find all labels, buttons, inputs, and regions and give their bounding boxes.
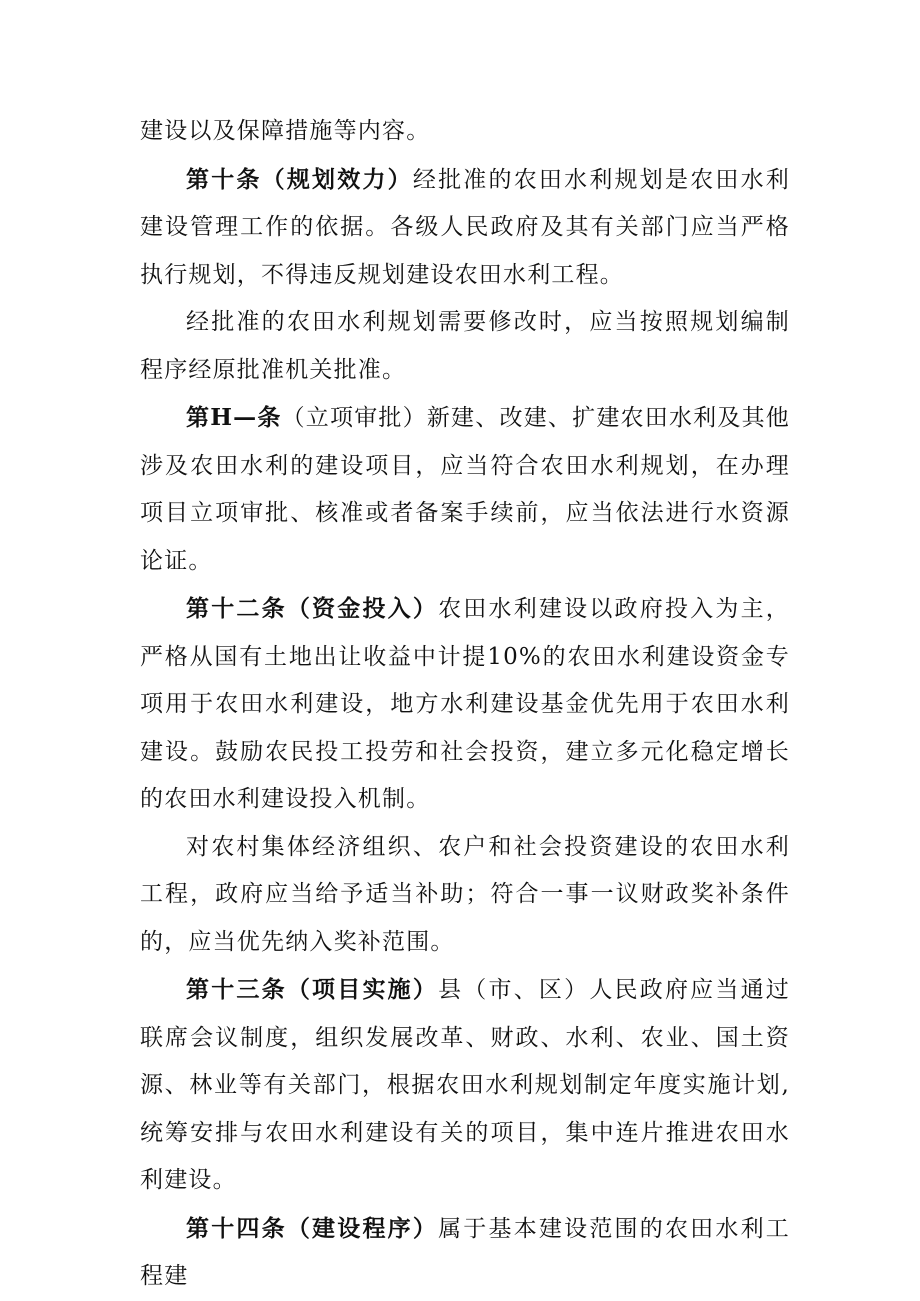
article-12-clause-2 <box>140 824 790 967</box>
article-heading: 第十四条（建设程序） <box>186 1214 439 1242</box>
article-12 <box>140 585 790 824</box>
paragraph-text: 对农村集体经济组织、农户和社会投资建设的农田水利工程，政府应当给予适当补助；符合一事一议财政奖补条件的，应当优先纳入奖补范围。 <box>140 833 790 955</box>
article-heading: 第十二条（资金投入） <box>186 595 439 622</box>
article-text: 县（市、区）人民政府应当通过联席会议制度，组织发展改革、财政、水利、农业、国土资源、林业等有关部门，根据农田水利规划制定年度实施计划,统筹安排与农田水利建设有关的项目，集中连片推进农田水利建设。 <box>140 977 790 1193</box>
paragraph-text: 经批准的农田水利规划需要修改时，应当按照规划编制程序经原批准机关批准。 <box>140 309 790 383</box>
article-text: 经批准的农田水利规划是农田水利建设管理工作的依据。各级人民政府及其有关部门应当严格执行规划，不得违反规划建设农田水利工程。 <box>140 166 790 288</box>
article-heading: 第十三条（项目实施） <box>186 976 439 1003</box>
paragraph-text: 建设以及保障措施等内容。 <box>140 118 431 144</box>
article-10 <box>140 156 790 300</box>
article-text: 农田水利建设以政府投入为主，严格从国有土地出让收益中计提10%的农田水利建设资金专项用于农田水利建设，地方水利建设基金优先用于农田水利建设。鼓励农民投工投劳和社会投资，建立多元化稳定增长的农田水利建设投入机制。 <box>140 596 790 812</box>
article-10-clause-2 <box>140 299 790 394</box>
article-text: 属于基本建设范围的农田水利工程建 <box>140 1215 790 1289</box>
article-13 <box>140 966 790 1205</box>
article-text: （立项审批）新建、改建、扩建农田水利及其他涉及农田水利的建设项目，应当符合农田水利规划，在办理项目立项审批、核准或者备案手续前，应当依法进行水资源论证。 <box>140 405 791 574</box>
paragraph-continuation <box>140 108 790 156</box>
document-body <box>140 108 790 1301</box>
article-heading: 第H—条 <box>186 404 282 431</box>
article-heading: 第十条（规划效力） <box>186 165 413 193</box>
article-14 <box>140 1205 790 1301</box>
article-11 <box>140 394 790 585</box>
